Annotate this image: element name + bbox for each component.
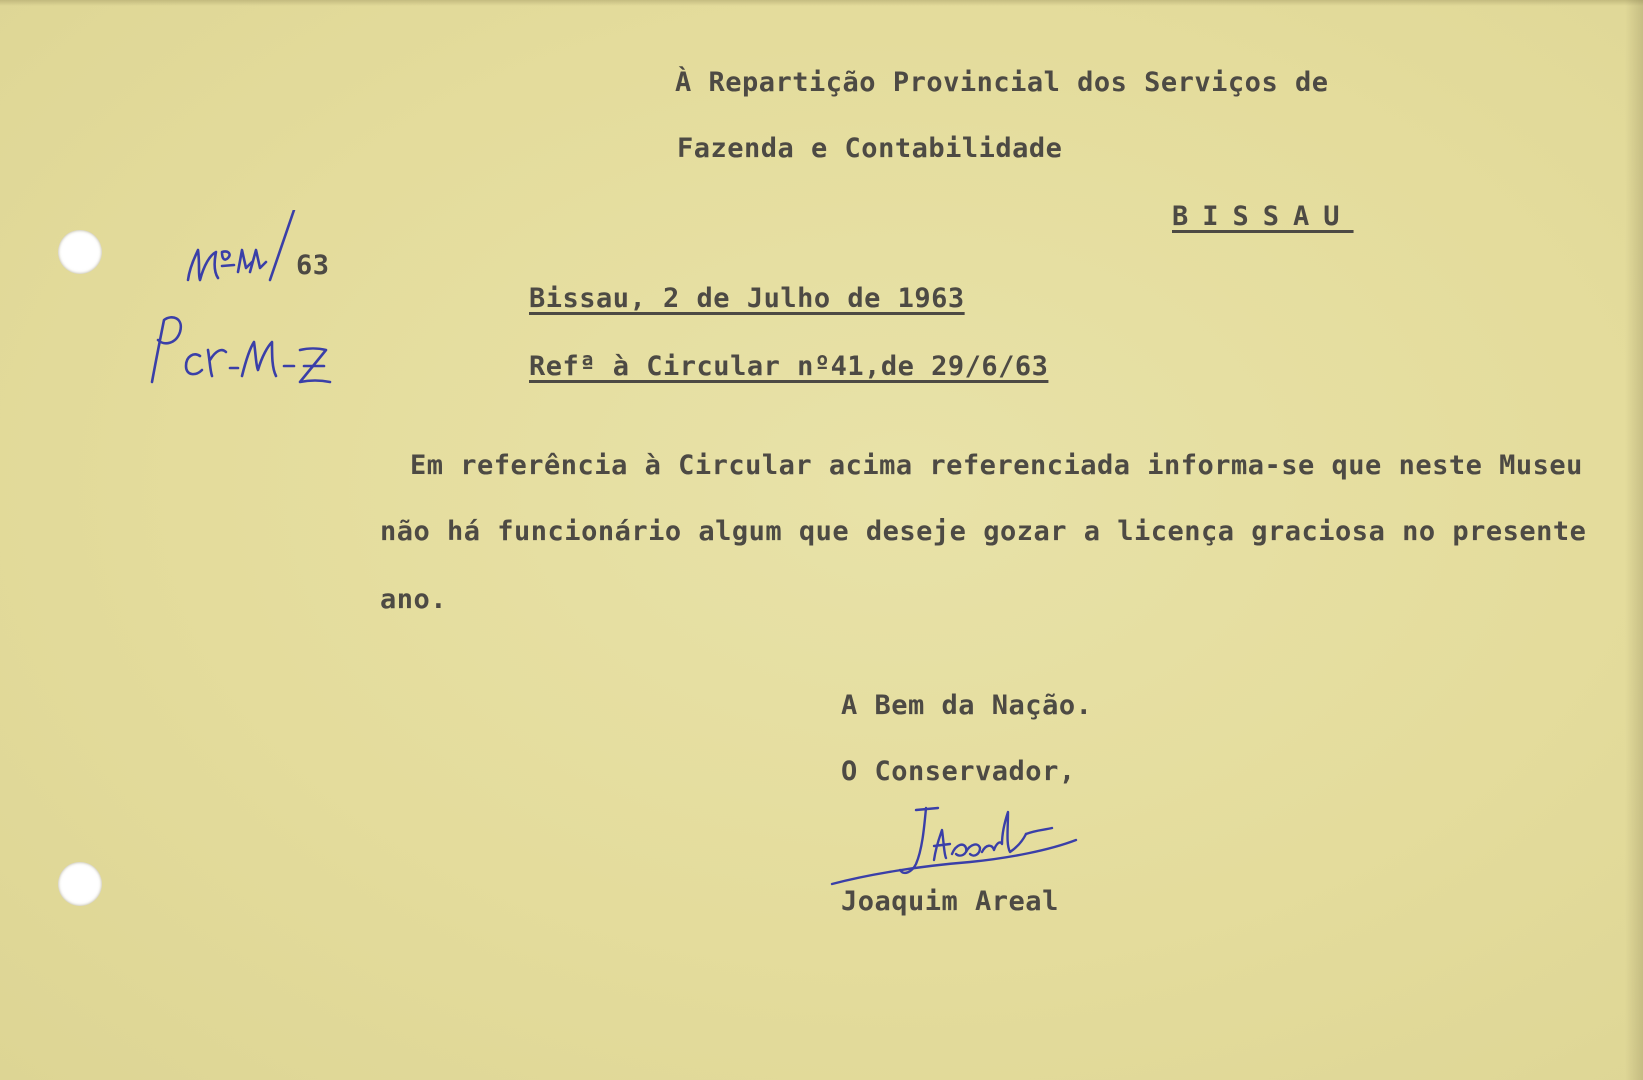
recipient-line-2: Fazenda e Contabilidade <box>677 133 1063 164</box>
paper-right-edge <box>1625 0 1643 1080</box>
typed-reference-number: 63 <box>296 250 330 281</box>
handwritten-annotation <box>138 210 358 410</box>
body-line-3: ano. <box>380 584 448 615</box>
signatory-title: O Conservador, <box>841 756 1076 787</box>
paper-top-edge <box>0 0 1643 6</box>
closing-salutation: A Bem da Nação. <box>841 690 1093 721</box>
signatory-name: Joaquim Areal <box>841 886 1059 917</box>
recipient-city: BISSAU <box>1172 201 1354 232</box>
body-line-2: não há funcionário algum que deseje gozar a licença graciosa no presente <box>380 516 1587 547</box>
body-line-1: Em referência à Circular acima referenciada informa-se que neste Museu <box>410 450 1583 481</box>
punch-hole-bottom <box>58 862 102 906</box>
punch-hole-top <box>58 230 102 274</box>
recipient-line-1: À Repartição Provincial dos Serviços de <box>675 67 1329 98</box>
date-line: Bissau, 2 de Julho de 1963 <box>529 283 965 314</box>
reference-line: Refª à Circular nº41,de 29/6/63 <box>529 351 1049 382</box>
